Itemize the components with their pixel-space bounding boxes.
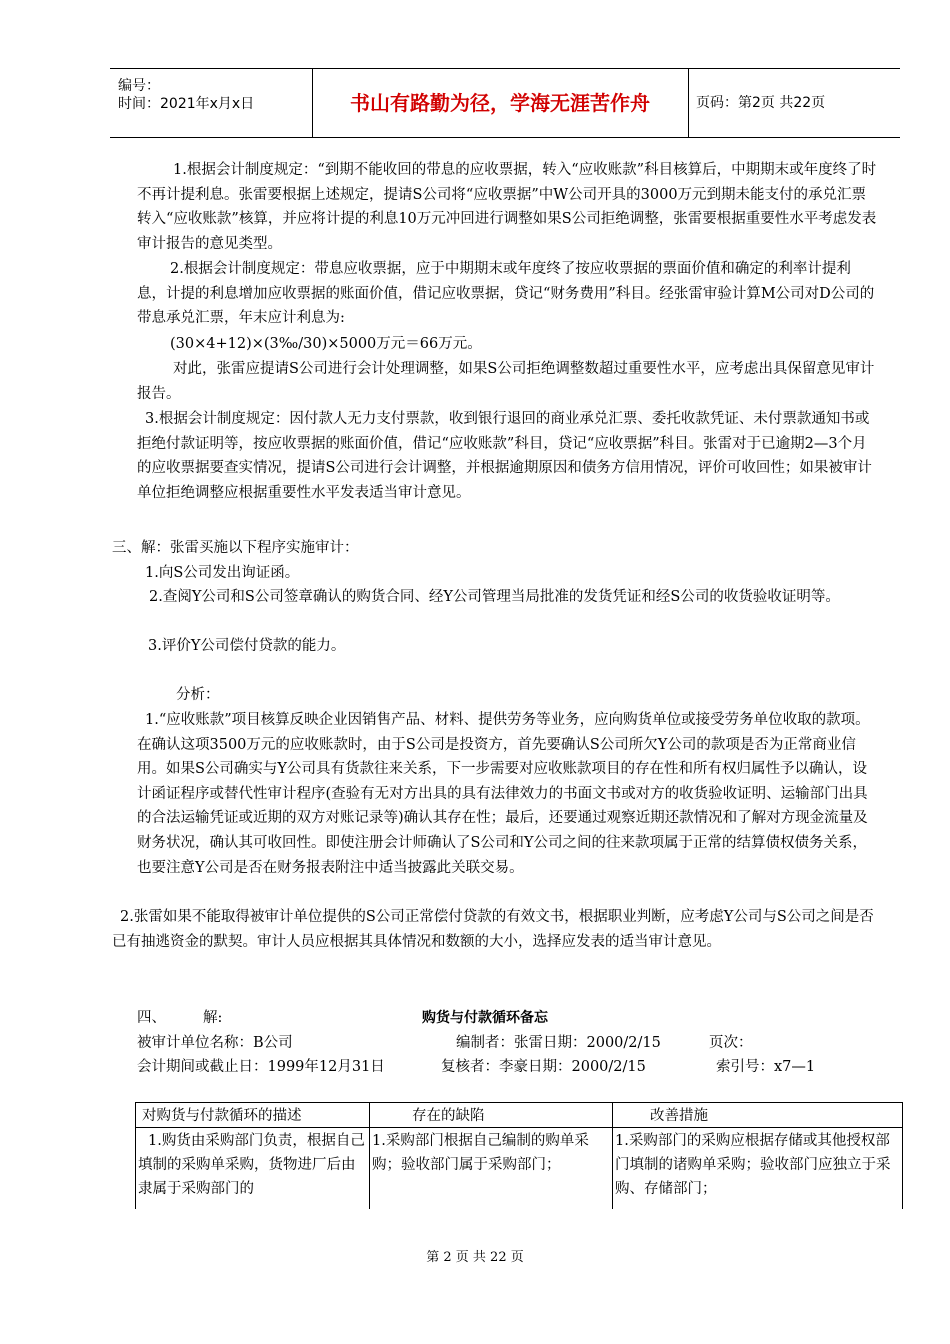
memo-index: 索引号：x7—1: [716, 1059, 816, 1075]
page-footer: 第 2 页 共 22 页: [426, 1250, 524, 1265]
table-header-improvements: 改善措施: [650, 1108, 708, 1124]
interest-formula: (30×4+12)×(3‰/30)×5000万元＝66万元。: [170, 336, 482, 352]
table-divider: [369, 1103, 370, 1209]
header-motto: 书山有路勤为径，学海无涯苦作舟: [312, 69, 689, 137]
table-cell-improvements: 1.采购部门的采购应根据存储或其他授权部门填制的诸购单采购；验收部门应独立于采购、存储部门；: [615, 1133, 891, 1197]
table-header-defects: 存在的缺陷: [412, 1108, 485, 1124]
table-cell-defects: 1.采购部门根据自己编制的购单采购；验收部门属于采购部门；: [372, 1133, 589, 1173]
memo-prepared: 编制者：张雷日期：2000/2/15: [456, 1035, 661, 1051]
table-cell-description: 1.购货由采购部门负责，根据自己填制的采购单采购，货物进厂后由隶属于采购部门的: [138, 1133, 365, 1197]
section-3-item-1: 1.向S公司发出询证函。: [145, 565, 300, 581]
table-divider: [612, 1103, 613, 1209]
header-meta: [110, 69, 313, 137]
memo-section-number: 四、: [137, 1010, 166, 1026]
paragraph-adjustment: 对此，张雷应提请S公司进行会计处理调整，如果S公司拒绝调整数超过重要性水平，应考虑出具保留意见审计报告。: [137, 361, 875, 402]
section-3-item-2: 2.查阅Y公司和S公司签章确认的购货合同、经Y公司管理当局批准的发货凭证和经S公司的收货验收证明等。: [149, 589, 840, 605]
number-label: 编号：: [118, 78, 160, 94]
memo-table: [135, 1102, 903, 1209]
memo-title: 购货与付款循环备忘: [422, 1010, 548, 1026]
analysis-title: 分析：: [176, 687, 220, 703]
header-page-info: 页码：第2页 共22页: [696, 95, 826, 111]
section-3-item-3: 3.评价Y公司偿付贷款的能力。: [148, 638, 346, 654]
analysis-point-1: 1.“应收账款”项目核算反映企业因销售产品、材料、提供劳务等业务，应向购货单位或接受劳务单位收取的款项。在确认这项3500万元的应收账款时，由于S公司是投资方，首先要确认S公司所欠Y公司的款项是否为正常商业信用。如果S公司确实与Y公司具有货款往来关系，下一步需要对应收账款项目的存在性和所有权归属性予以确认，设计函证程序或替代性审计程序(查验有无对方出具的具有法律效力的书面文书或对方的收货验收证明、运输部门出具的合法运输凭证或近期的双方对账记录等)确认其存在性；最后，还要通过观察近期还款情况和了解对方现金流量及财务状况，确认其可收回性。即使注册会计师确认了S公司和Y公司之间的往来款项属于正常的结算债权债务关系，也要注意Y公司是否在财务报表附注中适当披露此关联交易。: [137, 712, 870, 876]
section-3-title: 三、解：张雷买施以下程序实施审计：: [112, 540, 359, 556]
paragraph-rule-1: 1.根据会计制度规定：“到期不能收回的带息的应收票据，转入“应收账款”科目核算后，中期期末或年度终了时不再计提利息。张雷要根据上述规定，提请S公司将“应收票据”中W公司开具的3000万元到期未能支付的承兑汇票转入“应收账款”核算，并应将计提的利息10万元冲回进行调整如果S公司拒绝调整，张雷要根据重要性水平考虑发表审计报告的意见类型。: [137, 162, 877, 252]
document-header: [110, 68, 900, 138]
memo-period: 会计期间或截止日：1999年12月31日: [137, 1059, 385, 1075]
memo-solve-label: 解:: [203, 1010, 223, 1026]
analysis-point-2: 2.张雷如果不能取得被审计单位提供的S公司正常偿付贷款的有效文书，根据职业判断，应考虑Y公司与S公司之间是否已有抽逃资金的默契。审计人员应根据其具体情况和数额的大小，选择应发表的适当审计意见。: [112, 909, 874, 950]
paragraph-rule-2: 2.根据会计制度规定：带息应收票据，应于中期期末或年度终了按应收票据的票面价值和确定的利率计提利息，计提的利息增加应收票据的账面价值，借记应收票据，贷记“财务费用”科目。经张雷审验计算M公司对D公司的带息承兑汇票，年末应计利息为:: [137, 261, 875, 327]
table-header-description: 对购货与付款循环的描述: [142, 1108, 302, 1124]
memo-page-no: 页次：: [709, 1035, 753, 1051]
paragraph-rule-3: 3.根据会计制度规定：因付款人无力支付票款，收到银行退回的商业承兑汇票、委托收款凭证、未付票款通知书或拒绝付款证明等，按应收票据的账面价值，借记“应收账款”科目，贷记“应收票据”科目。张雷对于已逾期2—3个月的应收票据要查实情况，提请S公司进行会计调整，并根据逾期原因和债务方信用情况，评价可收回性；如果被审计单位拒绝调整应根据重要性水平发表适当审计意见。: [137, 411, 872, 501]
memo-reviewer: 复核者：李豪日期：2000/2/15: [441, 1059, 646, 1075]
memo-entity: 被审计单位名称：B公司: [137, 1035, 293, 1051]
time-label: 时间：2021年x月x日: [118, 96, 255, 112]
table-header-rule: [136, 1127, 902, 1128]
